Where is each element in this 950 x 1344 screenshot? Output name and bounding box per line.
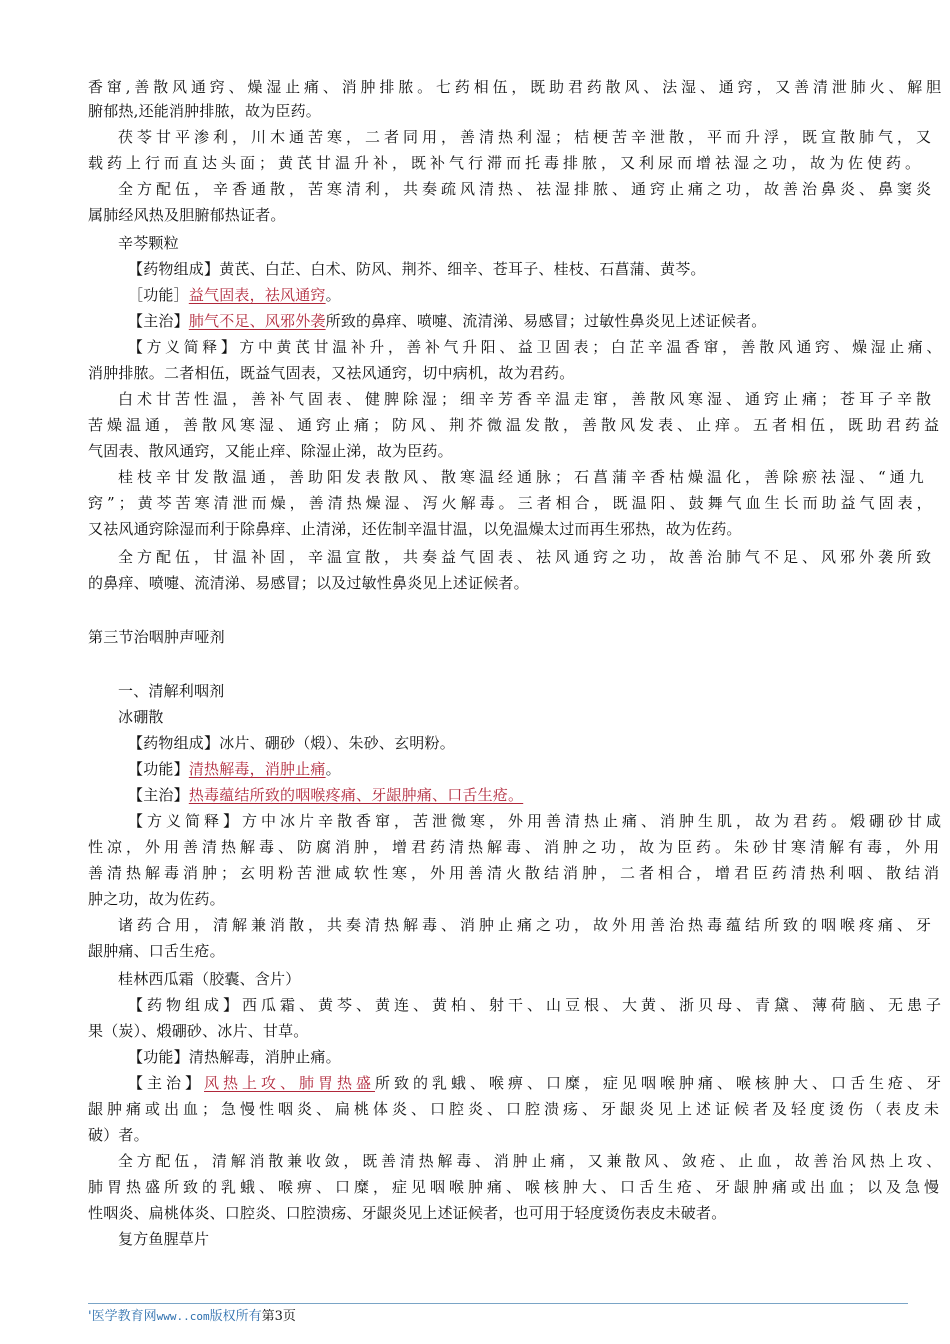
text-segment: 【方义简释】方中黄芪甘温补升，善补气升阳、益卫固表；白芷辛温香窜，善散风通窍、燥湿止痛、 — [128, 338, 945, 356]
text-segment: 白术甘苦性温，善补气固表、健脾除湿；细辛芳香辛温走窜，善散风寒湿、通窍止痛；苍耳子辛散 — [118, 390, 936, 408]
footer-mark: ' — [88, 1309, 92, 1324]
text-segment: 属肺经风热及胆腑郁热证者。 — [88, 206, 286, 224]
text-line — [128, 284, 341, 306]
text-segment: 【主治】 — [128, 1074, 205, 1092]
text-segment: 苦燥温通，善散风寒湿、通窍止痛；防风、荆芥微温发散，善散风发表、止痒。五者相伍，既助君药益 — [88, 416, 944, 434]
text-segment: 香窜,善散风通窍、燥湿止痛、消肿排脓。七药相伍，既助君药散风、法湿、通窍，又善清泄肺火、解胆 — [88, 78, 945, 96]
text-line — [128, 336, 945, 358]
footer-domain-suffix[interactable]: .com — [183, 1310, 210, 1323]
text-line — [88, 100, 321, 122]
text-segment: 果（炭）、煅硼砂、冰片、甘草。 — [88, 1022, 309, 1040]
text-line — [88, 204, 286, 226]
text-line — [88, 1202, 726, 1224]
text-line — [88, 1020, 309, 1042]
text-segment: 的鼻痒、喷嚏、流清涕、易感冒；以及过敏性鼻炎见上述证候者。 — [88, 574, 529, 592]
text-line — [118, 706, 164, 728]
text-line — [88, 626, 225, 648]
highlighted-term: 肺气不足、风邪外袭 — [188, 312, 326, 330]
text-segment: 冰硼散 — [118, 708, 164, 726]
text-segment: 气固表、散风通窍，又能止痒、除湿止涕，故为臣药。 — [88, 442, 453, 460]
text-line — [88, 1098, 943, 1120]
text-segment: 【功能】 — [128, 760, 189, 778]
text-line — [118, 914, 935, 936]
text-segment: 龈肿痛、口舌生疮。 — [88, 942, 225, 960]
text-line — [128, 784, 523, 806]
text-line — [118, 968, 300, 990]
text-line — [88, 76, 945, 98]
text-segment: 。 — [325, 760, 341, 778]
text-segment: 腑郁热,还能消肿排脓，故为臣药。 — [88, 102, 321, 120]
text-line — [88, 414, 943, 436]
text-line — [88, 862, 943, 884]
text-line — [88, 836, 943, 858]
text-segment: 性咽炎、扁桃体炎、口腔炎、口腔溃疡、牙龈炎见上述证候者，也可用于轻度烫伤表皮未破者。 — [88, 1204, 727, 1222]
text-segment: 性凉，外用善清热解毒、防腐消肿，增君药清热解毒、消肿之功，故为臣药。朱砂甘寒清解有毒，外用 — [88, 838, 944, 856]
text-segment: 窍”；黄芩苦寒清泄而燥，善清热燥湿、泻火解毒。三者相合，既温阳、鼓舞气血生长而助益气固表， — [88, 494, 936, 512]
text-segment: 肿之功，故为佐药。 — [88, 890, 225, 908]
text-line — [118, 1228, 209, 1250]
text-line — [88, 362, 574, 384]
text-line — [88, 518, 742, 540]
text-line — [118, 178, 935, 200]
text-segment: 善清热解毒消肿；玄明粉苦泄咸软性寒，外用善清火散结消肿，二者相合，增君臣药清热利咽、散结消 — [88, 864, 944, 882]
text-line — [128, 994, 945, 1016]
footer-page-number: 第3页 — [261, 1309, 296, 1324]
text-line — [128, 258, 706, 280]
text-segment: 桂枝辛甘发散温通，善助阳发表散风、散寒温经通脉；石菖蒲辛香枯燥温化，善除瘀祛湿、“通九 — [118, 468, 928, 486]
text-segment: 【功能】清热解毒，消肿止痛。 — [128, 1048, 341, 1066]
text-line — [118, 546, 935, 568]
text-segment: 【药物组成】西瓜霜、黄芩、黄连、黄柏、射干、山豆根、大黄、浙贝母、青黛、薄荷脑、无患子 — [128, 996, 945, 1014]
text-segment: 消肿排脓。二者相伍，既益气固表，又祛风通窍，切中病机，故为君药。 — [88, 364, 575, 382]
text-segment: 载药上行而直达头面；黄芪甘温升补，既补气行滞而托毒排脓，又利尿而增祛湿之功，故为佐使药。 — [88, 154, 925, 172]
text-line — [88, 940, 225, 962]
text-line — [88, 1124, 149, 1146]
text-segment: 【主治】 — [128, 786, 189, 804]
text-line — [128, 1072, 945, 1094]
text-segment: 一、清解利咽剂 — [118, 682, 225, 700]
footer-site[interactable]: 医学教育网 — [91, 1309, 157, 1324]
text-segment: 。 — [325, 286, 341, 304]
text-line — [118, 126, 935, 148]
text-segment: 全方配伍，甘温补固，辛温宣散，共奏益气固表、祛风通窍之功，故善治肺气不足、风邪外袭所致 — [118, 548, 936, 566]
text-segment: 第三节治咽肿声哑剂 — [88, 628, 225, 646]
text-line — [128, 1046, 341, 1068]
text-line — [118, 232, 179, 254]
text-segment: 辛芩颗粒 — [118, 234, 179, 252]
highlighted-term: 风热上攻、肺胃热盛 — [204, 1074, 376, 1092]
text-line — [88, 440, 453, 462]
text-line — [118, 680, 224, 702]
text-line — [118, 466, 928, 488]
text-line — [118, 1150, 945, 1172]
text-segment: 茯苓甘平渗利，川木通苦寒，二者同用，善清热利湿；桔梗苦辛泄散，平而升浮，既宣散肺气，又 — [118, 128, 936, 146]
highlighted-term: 热毒蕴结所致的咽喉疼痛、牙龈肿痛、口舌生疮。 — [188, 786, 524, 804]
text-segment: 【方义简释】方中冰片辛散香窜，苦泄微寒，外用善清热止痛、消肿生肌，故为君药。煅硼砂甘咸 — [128, 812, 945, 830]
text-segment: 全方配伍，辛香通散，苦寒清利，共奏疏风清热、祛湿排脓、通窍止痛之功，故善治鼻炎、鼻窦炎 — [118, 180, 936, 198]
highlighted-term: 清热解毒，消肿止痛 — [188, 760, 326, 778]
text-line — [88, 888, 225, 910]
text-segment: 【主治】 — [128, 312, 189, 330]
footer-rights: 版权所有 — [209, 1309, 262, 1324]
text-line — [128, 732, 455, 754]
text-line — [118, 388, 935, 410]
text-segment: 所致的鼻痒、喷嚏、流清涕、易感冒；过敏性鼻炎见上述证候者。 — [325, 312, 767, 330]
text-segment: 桂林西瓜霜（胶囊、含片） — [118, 970, 301, 988]
text-line — [88, 152, 924, 174]
text-segment: 破）者。 — [88, 1126, 149, 1144]
highlighted-term: 益气固表，祛风通窍 — [188, 286, 326, 304]
page-footer — [88, 1303, 908, 1326]
text-segment: 诸药合用，清解兼消散，共奏清热解毒、消肿止痛之功，故外用善治热毒蕴结所致的咽喉疼痛、牙 — [118, 916, 936, 934]
text-segment: ［功能］ — [128, 286, 189, 304]
text-segment: 全方配伍，清解消散兼收敛，既善清热解毒、消肿止痛，又兼散风、敛疮、止血，故善治风热上攻、 — [118, 1152, 945, 1170]
text-line — [88, 1176, 943, 1198]
text-segment: 龈肿痛或出血；急慢性咽炎、扁桃体炎、口腔炎、口腔溃疡、牙龈炎见上述证候者及轻度烫伤（表皮未 — [88, 1100, 944, 1118]
text-segment: 复方鱼腥草片 — [118, 1230, 210, 1248]
text-segment: 又祛风通窍除湿而利于除鼻痒、止清涕，还佐制辛温甘温，以免温燥太过而再生邪热，故为佐药。 — [88, 520, 742, 538]
text-line — [88, 492, 936, 514]
text-line — [128, 310, 766, 332]
text-line — [128, 810, 945, 832]
text-segment: 所致的乳蛾、喉痹、口糜，症见咽喉肿痛、喉核肿大、口舌生疮、牙 — [375, 1074, 945, 1092]
text-segment: 肺胃热盛所致的乳蛾、喉痹、口糜，症见咽喉肿痛、喉核肿大、口舌生疮、牙龈肿痛或出血；以及急慢 — [88, 1178, 944, 1196]
text-line — [88, 572, 529, 594]
text-line — [128, 758, 341, 780]
text-segment: 【药物组成】冰片、硼砂（煅）、朱砂、玄明粉。 — [128, 734, 455, 752]
footer-domain[interactable]: www. — [156, 1310, 184, 1323]
text-segment: 【药物组成】黄芪、白芷、白术、防风、荆芥、细辛、苍耳子、桂枝、石菖蒲、黄芩。 — [128, 260, 706, 278]
